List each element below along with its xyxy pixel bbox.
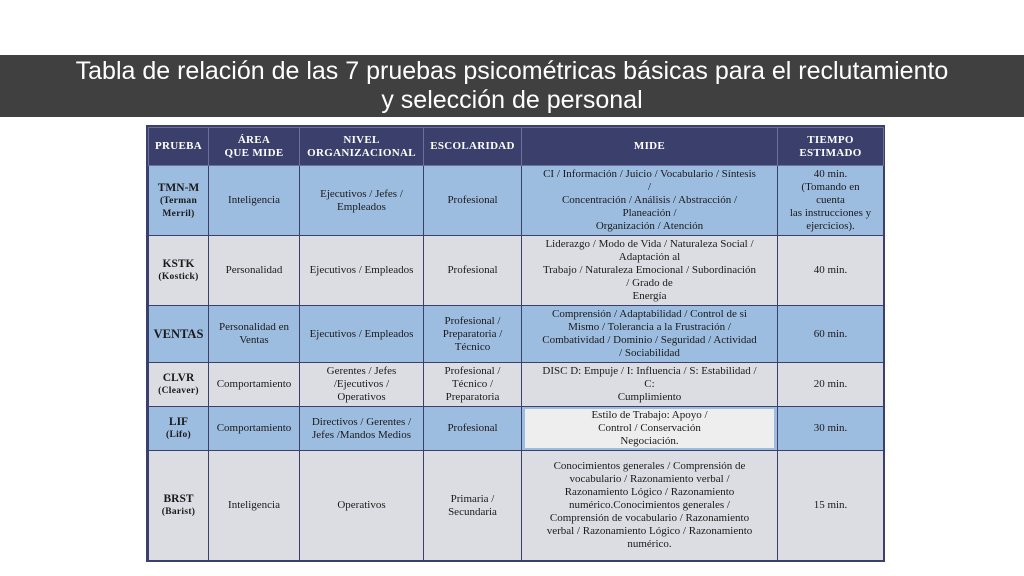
cell-tiempo: 40 min. (Tomando en cuenta las instrucciones y ejercicios). [778,166,884,236]
tests-table-container [146,125,885,562]
slide-title [0,55,1024,117]
cell-tiempo: 20 min. [778,363,884,407]
header-mide: MIDE [522,128,778,166]
cell-prueba: BRST (Barist) [149,451,209,561]
header-area: ÁREA QUE MIDE [209,128,300,166]
cell-prueba: VENTAS [149,306,209,363]
cell-area: Inteligencia [209,451,300,561]
cell-nivel: Ejecutivos / Jefes / Empleados [300,166,424,236]
cell-escolaridad: Profesional [424,236,522,306]
table-row [149,451,884,561]
cell-escolaridad: Profesional [424,166,522,236]
cell-tiempo: 30 min. [778,407,884,451]
cell-area: Personalidad en Ventas [209,306,300,363]
slide-title-line-2: y selección de personal [381,86,643,114]
cell-escolaridad: Profesional / Técnico / Preparatoria [424,363,522,407]
header-nivel: NIVEL ORGANIZACIONAL [300,128,424,166]
cell-mide: DISC D: Empuje / I: Influencia / S: Estabilidad / C: Cumplimiento [522,363,778,407]
cell-nivel: Ejecutivos / Empleados [300,236,424,306]
cell-area: Inteligencia [209,166,300,236]
cell-tiempo: 60 min. [778,306,884,363]
cell-nivel: Directivos / Gerentes / Jefes /Mandos Medios [300,407,424,451]
table-row [149,166,884,236]
table-row [149,407,884,451]
cell-mide: Conocimientos generales / Comprensión de vocabulario / Razonamiento verbal / Razonamiento Lógico / Razonamiento numérico.Conocimientos generales / Comprensión de vocabulario / Razonamiento verbal / Razonamiento Lógico / Razonamiento numérico. [522,451,778,561]
cell-area: Comportamiento [209,363,300,407]
cell-escolaridad: Profesional [424,407,522,451]
cell-nivel: Gerentes / Jefes /Ejecutivos / Operativos [300,363,424,407]
cell-mide: Liderazgo / Modo de Vida / Naturaleza Social / Adaptación al Trabajo / Naturaleza Emocional / Subordinación / Grado de Energía [522,236,778,306]
cell-area: Comportamiento [209,407,300,451]
slide-title-line-1: Tabla de relación de las 7 pruebas psicométricas básicas para el reclutamiento [75,57,949,85]
header-tiempo: TIEMPO ESTIMADO [778,128,884,166]
psychometric-tests-table [148,127,884,561]
cell-tiempo: 15 min. [778,451,884,561]
cell-escolaridad: Primaria / Secundaria [424,451,522,561]
table-row [149,306,884,363]
cell-prueba: TMN-M (Terman Merril) [149,166,209,236]
cell-mide: Comprensión / Adaptabilidad / Control de si Mismo / Tolerancia a la Frustración / Combatividad / Dominio / Seguridad / Actividad / Sociabilidad [522,306,778,363]
cell-mide: Estilo de Trabajo: Apoyo / Control / Conservación Negociación. [522,407,778,451]
cell-nivel: Ejecutivos / Empleados [300,306,424,363]
cell-nivel: Operativos [300,451,424,561]
table-header-row [149,128,884,166]
header-prueba: PRUEBA [149,128,209,166]
cell-escolaridad: Profesional / Preparatoria / Técnico [424,306,522,363]
table-row [149,363,884,407]
cell-mide: CI / Información / Juicio / Vocabulario / Síntesis / Concentración / Análisis / Abstracción / Planeación / Organización / Atención [522,166,778,236]
table-row [149,236,884,306]
cell-prueba: LIF (Lifo) [149,407,209,451]
cell-area: Personalidad [209,236,300,306]
cell-prueba: CLVR (Cleaver) [149,363,209,407]
cell-tiempo: 40 min. [778,236,884,306]
cell-prueba: KSTK (Kostick) [149,236,209,306]
header-escolaridad: ESCOLARIDAD [424,128,522,166]
